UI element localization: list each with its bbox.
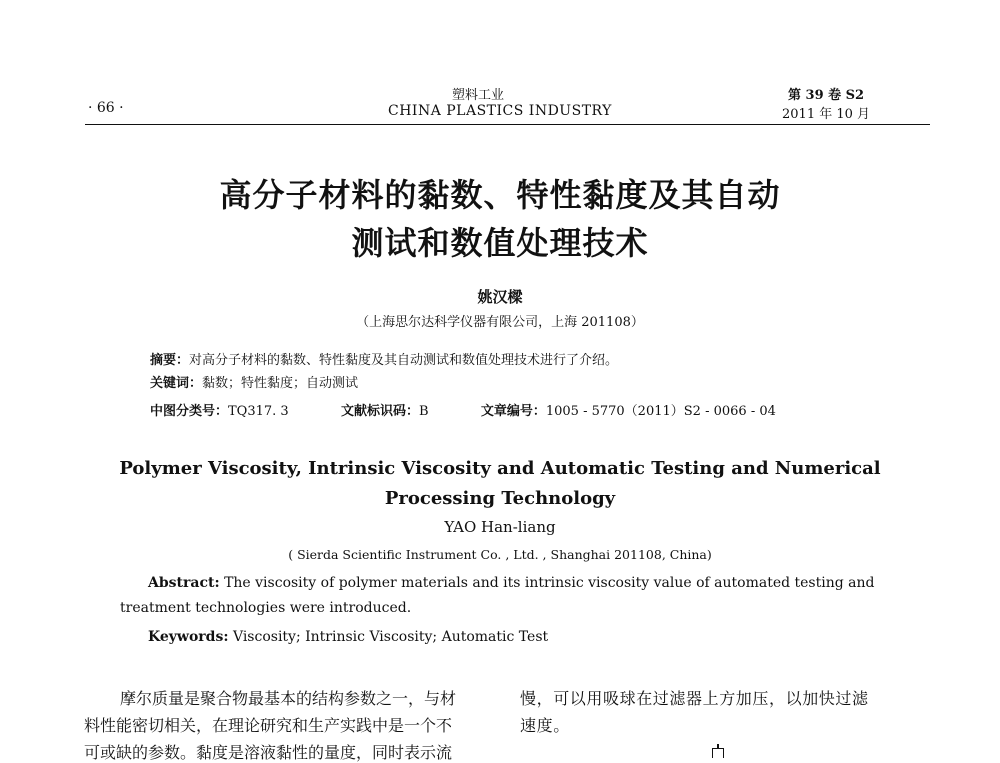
body-right-line1: 慢，可以用吸球在过滤器上方加压，以加快过滤 — [520, 689, 869, 708]
article-number-value: 1005 - 5770（2011）S2 - 0066 - 04 — [545, 404, 776, 419]
title-cn-line1: 高分子材料的黏数、特性黏度及其自动 — [219, 176, 781, 214]
header-divider — [85, 124, 930, 125]
journal-name-cn: 塑料工业 — [452, 88, 505, 103]
title-en-line1: Polymer Viscosity, Intrinsic Viscosity and Automatic Testing and Numerical — [119, 458, 881, 479]
body-left-line2: 料性能密切相关，在理论研究和生产实践中是一个不 — [84, 716, 453, 735]
keywords-en — [148, 629, 548, 645]
abstract-en-line1: The viscosity of polymer materials and its intrinsic viscosity value of automated testing and — [224, 575, 875, 591]
journal-name-en: CHINA PLASTICS INDUSTRY — [388, 103, 612, 119]
classification-row — [150, 400, 776, 419]
clc-value: TQ317. 3 — [228, 404, 289, 419]
body-right-line2: 速度。 — [520, 716, 570, 735]
article-number-label: 文章编号： — [480, 404, 546, 419]
journal-date: 2011 年 10 月 — [782, 107, 871, 122]
clc-label: 中图分类号： — [150, 404, 229, 419]
author-en: YAO Han-liang — [444, 518, 556, 536]
body-left-line3: 可或缺的参数。黏度是溶液黏性的量度，同时表示流 — [84, 743, 453, 762]
page-number: · 66 · — [88, 100, 124, 116]
title-en-line2: Processing Technology — [384, 488, 616, 509]
abstract-cn-text: 对高分子材料的黏数、特性黏度及其自动测试和数值处理技术进行了介绍。 — [189, 353, 619, 368]
keywords-cn-label: 关键词： — [150, 376, 203, 391]
abstract-cn — [150, 349, 618, 368]
abstract-en — [148, 575, 874, 591]
abstract-en-line2: treatment technologies were introduced. — [120, 600, 412, 616]
abstract-cn-label: 摘要： — [150, 353, 190, 368]
title-cn-line2: 测试和数值处理技术 — [351, 224, 649, 262]
affiliation-cn: （上海思尔达科学仪器有限公司，上海 201108） — [356, 315, 644, 330]
affiliation-en: ( Sierda Scientific Instrument Co. , Ltd. , Shanghai 201108, China) — [288, 547, 712, 562]
keywords-en-text: Viscosity; Intrinsic Viscosity; Automatic Test — [232, 629, 549, 645]
journal-volume: 第 39 卷 S2 — [788, 88, 865, 103]
abstract-en-label: Abstract: — [148, 575, 220, 591]
author-cn: 姚汉樑 — [477, 288, 523, 306]
figure-fragment — [712, 748, 724, 758]
body-left-line1: 摩尔质量是聚合物最基本的结构参数之一，与材 — [120, 689, 457, 708]
keywords-en-label: Keywords: — [148, 629, 229, 645]
keywords-cn — [150, 372, 358, 391]
doc-code-label: 文献标识码： — [340, 404, 419, 419]
keywords-cn-text: 黏数；特性黏度；自动测试 — [202, 376, 359, 391]
doc-code-value: B — [419, 404, 429, 419]
